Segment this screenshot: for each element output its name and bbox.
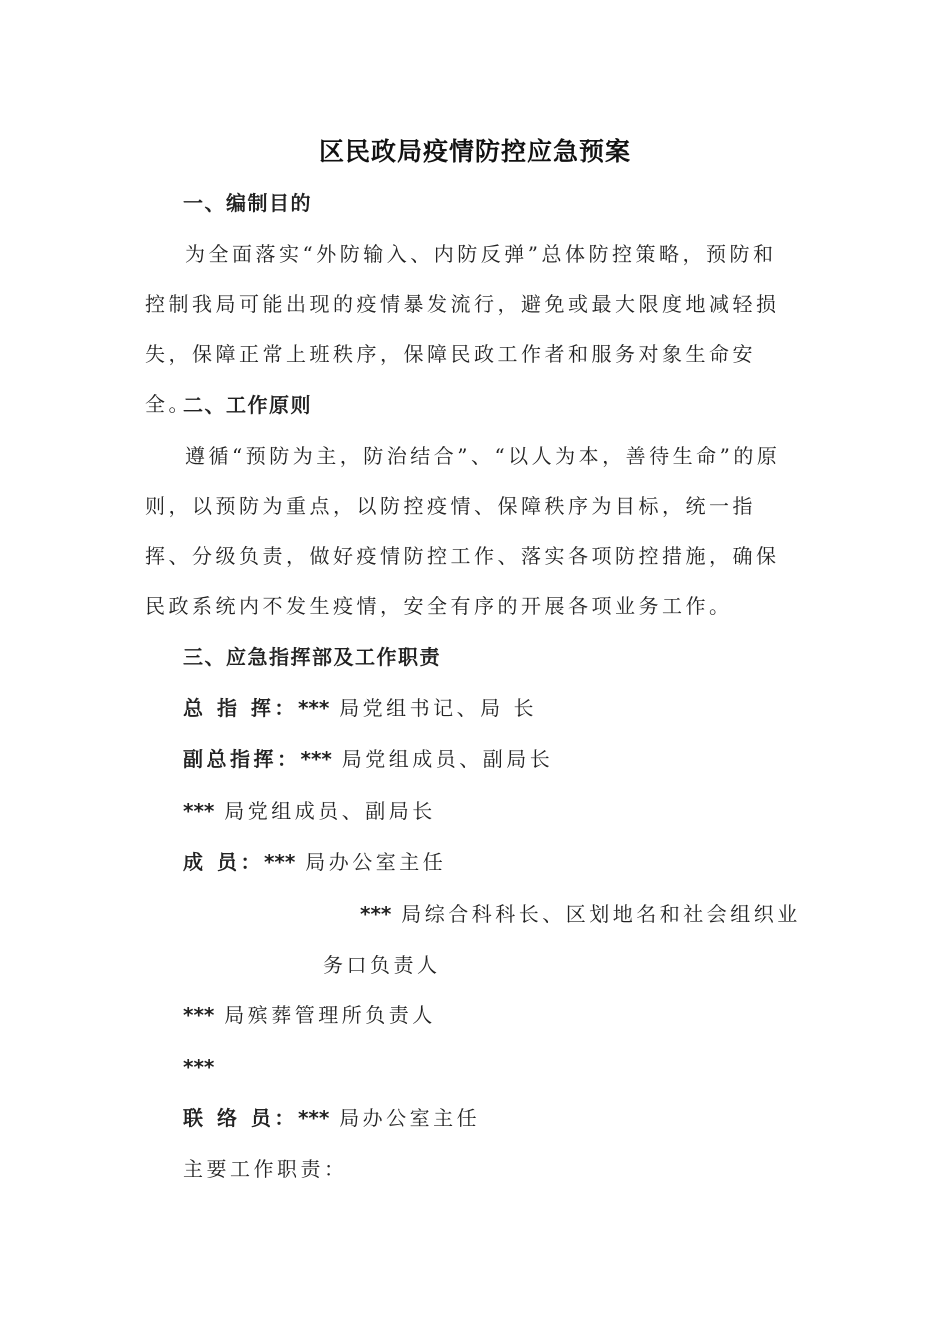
- section-2-paragraph: 遵循“预防为主，防治结合”、“以人为本，善待生命”的原则，以预防为重点，以防控疫情、保障秩序为目标，统一指挥、分级负责，做好疫情防控工作、落实各项防控措施，确保民政系统内不发生疫情，安全有序的开展各项业务工作。: [145, 444, 781, 618]
- member-1-role: 局办公室主任: [305, 850, 447, 874]
- member-1-name: ***: [263, 850, 296, 874]
- section-1-heading: 一、编制目的: [183, 191, 312, 215]
- commander-label: 总 指 挥：: [183, 696, 298, 720]
- member-3-name: ***: [183, 1003, 215, 1027]
- member-row-2: [360, 898, 801, 930]
- deputy-role: 局党组成员、副局长: [341, 747, 554, 771]
- deputy-label: 副总指挥：: [183, 747, 301, 771]
- member-2-role-line1: 局综合科科长、区划地名和社会组织业: [401, 902, 801, 926]
- member-2-name: ***: [360, 902, 392, 926]
- liaison-name: ***: [297, 1106, 330, 1130]
- member-row-4: [183, 1051, 214, 1083]
- commander-role: 局党组书记、局 长: [339, 696, 538, 720]
- document-title: 区民政局疫情防控应急预案: [318, 137, 631, 166]
- liaison-label: 联 络 员：: [183, 1106, 298, 1130]
- section-3-heading: 三、应急指挥部及工作职责: [183, 645, 441, 669]
- member-label: 成 员：: [183, 850, 264, 874]
- member-row-2-continued: [323, 949, 441, 981]
- deputy-name: ***: [300, 747, 332, 771]
- commander-row: [183, 692, 537, 724]
- liaison-row: [183, 1102, 480, 1134]
- deputy-2-row: [183, 795, 436, 827]
- duties-label: 主要工作职责：: [183, 1157, 348, 1181]
- deputy-row: [183, 743, 553, 775]
- deputy-2-name: ***: [183, 799, 215, 823]
- member-2-role-line2: 务口负责人: [323, 953, 441, 977]
- member-row-3: [183, 999, 436, 1031]
- liaison-role: 局办公室主任: [339, 1106, 481, 1130]
- deputy-2-role: 局党组成员、副局长: [224, 799, 436, 823]
- section-2-heading: 二、工作原则: [183, 393, 312, 417]
- member-row-1: [183, 846, 446, 878]
- commander-name: ***: [297, 696, 330, 720]
- section-1-paragraph: 为全面落实“外防输入、内防反弹”总体防控策略，预防和控制我局可能出现的疫情暴发流行，避免或最大限度地减轻损失，保障正常上班秩序，保障民政工作者和服务对象生命安全。: [145, 242, 780, 416]
- member-4-name: ***: [183, 1055, 215, 1079]
- member-3-role: 局殡葬管理所负责人: [224, 1003, 436, 1027]
